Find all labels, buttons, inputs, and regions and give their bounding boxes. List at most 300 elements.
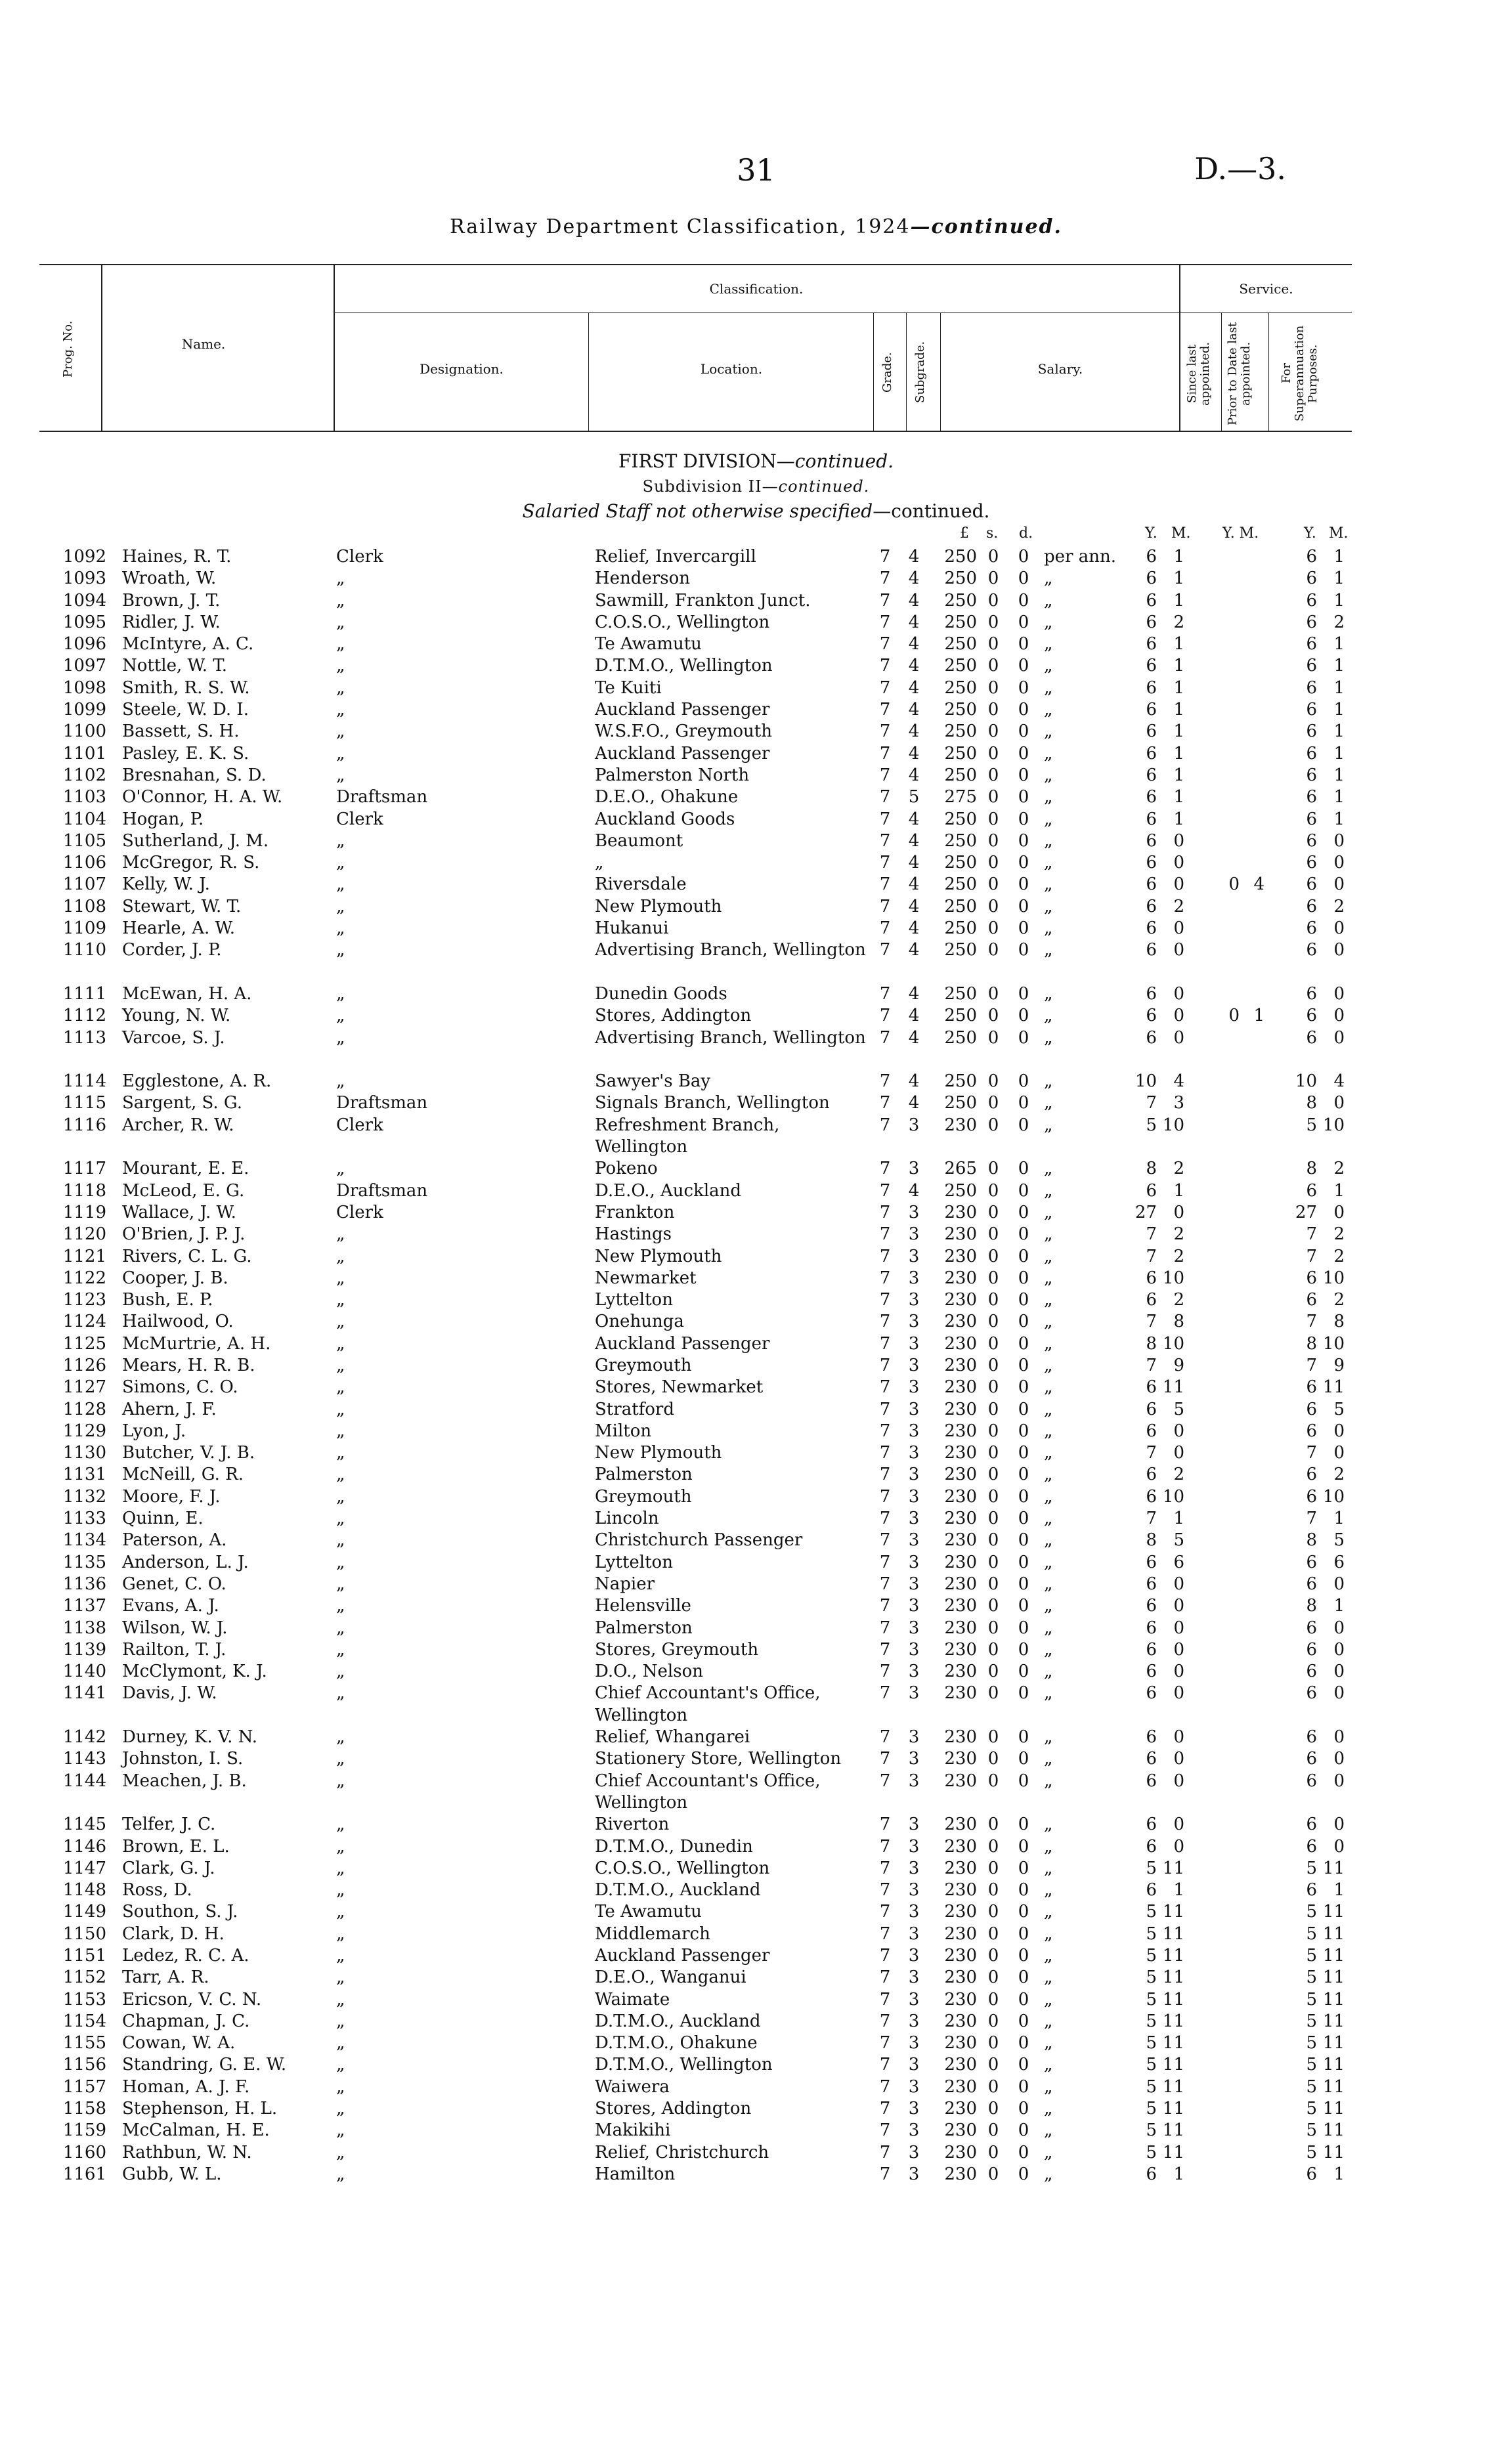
header-subgrade: Subgrade. (913, 341, 927, 404)
since-months: 0 (1173, 1749, 1184, 1769)
designation: „ (336, 1530, 345, 1551)
since-months: 0 (1173, 918, 1184, 939)
subgrade: 3 (908, 1618, 920, 1638)
since-years: 10 (1134, 1071, 1157, 1092)
salary-period: „ (1044, 918, 1053, 939)
grade: 7 (879, 2164, 891, 2184)
salary-pence: 0 (1018, 1946, 1029, 1966)
subgrade: 3 (908, 1530, 920, 1551)
since-months: 1 (1173, 569, 1184, 589)
salary-shillings: 0 (987, 1836, 999, 1857)
grade: 7 (879, 721, 891, 742)
grade: 7 (879, 2099, 891, 2119)
super-years: 6 (1306, 721, 1317, 742)
table-row (0, 612, 1512, 634)
subgrade: 4 (908, 765, 920, 785)
prog-number: 1103 (62, 787, 106, 807)
designation: „ (336, 2055, 345, 2075)
table-row (0, 1399, 1512, 1421)
designation: Draftsman (336, 787, 428, 807)
prior-months: 4 (1253, 874, 1264, 895)
salary-period: „ (1044, 1333, 1053, 1354)
unit-prior-ym: Y. M. (1222, 525, 1259, 542)
prog-number: 1148 (62, 1880, 106, 1901)
staff-name: Sutherland, J. M. (122, 830, 269, 851)
designation: „ (336, 569, 345, 589)
prog-number: 1139 (62, 1639, 106, 1660)
subgrade: 3 (908, 1836, 920, 1857)
salary-pounds: 250 (944, 700, 977, 720)
super-years: 6 (1306, 1836, 1317, 1857)
table-row (0, 1508, 1512, 1530)
since-years: 7 (1146, 1246, 1157, 1266)
staff-name: Smith, R. S. W. (122, 677, 250, 698)
salary-period: „ (1044, 809, 1053, 829)
salary-period: „ (1044, 983, 1053, 1004)
since-years: 5 (1146, 2011, 1157, 2031)
location: Newmarket (595, 1268, 697, 1288)
super-years: 6 (1306, 547, 1317, 567)
designation: „ (336, 765, 345, 785)
grade: 7 (879, 1836, 891, 1857)
unit-super-m: M. (1329, 525, 1349, 542)
super-months: 2 (1333, 612, 1345, 632)
salary-pence: 0 (1018, 1530, 1029, 1551)
prog-number: 1154 (62, 2011, 106, 2031)
super-months: 0 (1333, 1421, 1345, 1441)
subgrade: 4 (908, 590, 920, 611)
prog-number: 1138 (62, 1618, 106, 1638)
salary-shillings: 0 (987, 1027, 999, 1048)
salary-pounds: 230 (944, 1443, 977, 1463)
location: Stores, Newmarket (595, 1377, 764, 1398)
super-years: 8 (1306, 1596, 1317, 1616)
location: Riverton (595, 1815, 670, 1835)
salary-shillings: 0 (987, 1224, 999, 1245)
designation: „ (336, 1923, 345, 1944)
super-years: 6 (1306, 656, 1317, 676)
super-months: 11 (1322, 2055, 1345, 2075)
salary-shillings: 0 (987, 2076, 999, 2097)
super-months: 1 (1333, 1596, 1345, 1616)
super-years: 6 (1306, 1006, 1317, 1026)
designation: „ (336, 1771, 345, 1791)
salary-period: „ (1044, 2055, 1053, 2075)
salary-pounds: 250 (944, 853, 977, 873)
table-row (0, 1333, 1512, 1355)
salary-shillings: 0 (987, 2055, 999, 2075)
designation: Clerk (336, 1202, 383, 1222)
salary-pence: 0 (1018, 1749, 1029, 1769)
page-title (0, 215, 1512, 238)
grade: 7 (879, 2142, 891, 2162)
salary-pence: 0 (1018, 656, 1029, 676)
grade: 7 (879, 1399, 891, 1419)
since-years: 5 (1146, 2142, 1157, 2162)
subdivision-suffix: —continued. (762, 477, 870, 496)
since-years: 5 (1146, 1115, 1157, 1135)
location: Auckland Passenger (595, 700, 770, 720)
salary-pounds: 230 (944, 2011, 977, 2031)
super-months: 1 (1333, 569, 1345, 589)
salary-shillings: 0 (987, 1486, 999, 1507)
salary-pence: 0 (1018, 1465, 1029, 1485)
staff-name: Mears, H. R. B. (122, 1355, 255, 1375)
units-row (0, 525, 1512, 545)
designation: „ (336, 1224, 345, 1245)
staff-name: Hearle, A. W. (122, 918, 235, 939)
salary-shillings: 0 (987, 765, 999, 785)
super-months: 4 (1333, 1071, 1345, 1092)
staff-name: Hailwood, O. (122, 1312, 234, 1332)
salary-shillings: 0 (987, 2120, 999, 2141)
super-years: 6 (1306, 700, 1317, 720)
grade: 7 (879, 1923, 891, 1944)
location: Signals Branch, Wellington (595, 1093, 830, 1113)
salary-shillings: 0 (987, 787, 999, 807)
designation: „ (336, 1377, 345, 1398)
location: Milton (595, 1421, 652, 1441)
super-months: 11 (1322, 1902, 1345, 1922)
table-row (0, 1442, 1512, 1464)
subgrade: 3 (908, 1465, 920, 1485)
salary-pence: 0 (1018, 1180, 1029, 1201)
subgrade: 4 (908, 983, 920, 1004)
super-years: 6 (1306, 896, 1317, 916)
salary-period: „ (1044, 1312, 1053, 1332)
subgrade: 3 (908, 1333, 920, 1354)
since-months: 9 (1173, 1355, 1184, 1375)
salary-period: „ (1044, 1727, 1053, 1748)
salary-shillings: 0 (987, 1530, 999, 1551)
location: Advertising Branch, Wellington (595, 940, 866, 960)
staff-name: Wilson, W. J. (122, 1618, 228, 1638)
since-months: 1 (1173, 677, 1184, 698)
designation: „ (336, 2120, 345, 2141)
salary-pounds: 230 (944, 1465, 977, 1485)
grade: 7 (879, 1946, 891, 1966)
super-years: 6 (1306, 1618, 1317, 1638)
since-years: 6 (1146, 1727, 1157, 1748)
prog-number: 1133 (62, 1509, 106, 1529)
prog-number: 1113 (62, 1027, 106, 1048)
since-years: 8 (1146, 1159, 1157, 1179)
table-header (39, 264, 1352, 433)
location: Greymouth (595, 1486, 692, 1507)
staff-name: O'Brien, J. P. J. (122, 1224, 246, 1245)
table-row (0, 1639, 1512, 1661)
since-months: 0 (1173, 1771, 1184, 1791)
salary-pence: 0 (1018, 896, 1029, 916)
grade: 7 (879, 1596, 891, 1616)
super-months: 1 (1333, 2164, 1345, 2184)
super-years: 5 (1306, 2055, 1317, 2075)
prog-number: 1136 (62, 1574, 106, 1594)
table-row (0, 721, 1512, 742)
since-years: 6 (1146, 1377, 1157, 1398)
grade: 7 (879, 787, 891, 807)
super-months: 2 (1333, 1159, 1345, 1179)
designation: „ (336, 1071, 345, 1092)
subgrade: 4 (908, 853, 920, 873)
since-months: 11 (1162, 1902, 1184, 1922)
table-row (0, 1377, 1512, 1398)
since-years: 5 (1146, 2120, 1157, 2141)
staff-name: McNeill, G. R. (122, 1465, 244, 1485)
designation: „ (336, 590, 345, 611)
prog-number: 1110 (62, 940, 106, 960)
staff-name: Lyon, J. (122, 1421, 186, 1441)
table-row (0, 1989, 1512, 2011)
location: Relief, Christchurch (595, 2142, 769, 2162)
super-years: 8 (1306, 1093, 1317, 1113)
salary-pence: 0 (1018, 700, 1029, 720)
since-months: 0 (1173, 853, 1184, 873)
super-months: 11 (1322, 1946, 1345, 1966)
grade: 7 (879, 874, 891, 895)
salary-period: „ (1044, 656, 1053, 676)
table-row (0, 1115, 1512, 1159)
salary-period: „ (1044, 1946, 1053, 1966)
salary-shillings: 0 (987, 2164, 999, 2184)
super-months: 2 (1333, 1465, 1345, 1485)
prog-number: 1144 (62, 1771, 106, 1791)
title-main: Railway Department Classification, 1924 (450, 215, 911, 238)
super-months: 0 (1333, 1006, 1345, 1026)
subgrade: 5 (908, 787, 920, 807)
grade: 7 (879, 983, 891, 1004)
salary-shillings: 0 (987, 1421, 999, 1441)
grade: 7 (879, 743, 891, 763)
salary-pounds: 250 (944, 677, 977, 698)
subgrade: 4 (908, 677, 920, 698)
prog-number: 1094 (62, 590, 106, 611)
salary-pence: 0 (1018, 1377, 1029, 1398)
salary-shillings: 0 (987, 918, 999, 939)
prog-number: 1101 (62, 743, 106, 763)
super-years: 6 (1306, 1639, 1317, 1660)
prog-number: 1122 (62, 1268, 106, 1288)
location: Christchurch Passenger (595, 1530, 803, 1551)
table-row (0, 1246, 1512, 1268)
table-row (0, 699, 1512, 721)
salary-shillings: 0 (987, 1399, 999, 1419)
staff-name: Sargent, S. G. (122, 1093, 243, 1113)
prog-number: 1107 (62, 874, 106, 895)
since-years: 6 (1146, 1880, 1157, 1901)
prog-number: 1123 (62, 1290, 106, 1310)
grade: 7 (879, 1530, 891, 1551)
salary-shillings: 0 (987, 1377, 999, 1398)
since-years: 5 (1146, 2099, 1157, 2119)
salary-period: „ (1044, 1202, 1053, 1222)
document-reference: D.—3. (1194, 151, 1286, 186)
salary-pounds: 230 (944, 2142, 977, 2162)
super-months: 11 (1322, 1989, 1345, 2009)
salary-shillings: 0 (987, 1465, 999, 1485)
salary-pounds: 230 (944, 1771, 977, 1791)
table-row (0, 1923, 1512, 1945)
super-months: 11 (1322, 2142, 1345, 2162)
designation: „ (336, 656, 345, 676)
super-years: 5 (1306, 2033, 1317, 2053)
super-months: 0 (1333, 1771, 1345, 1791)
salary-period: „ (1044, 1509, 1053, 1529)
since-years: 5 (1146, 2076, 1157, 2097)
since-years: 5 (1146, 2033, 1157, 2053)
table-row (0, 1836, 1512, 1858)
salary-shillings: 0 (987, 569, 999, 589)
salary-shillings: 0 (987, 830, 999, 851)
super-years: 6 (1306, 677, 1317, 698)
super-months: 10 (1322, 1486, 1345, 1507)
subgrade: 4 (908, 1093, 920, 1113)
table-row (0, 1202, 1512, 1224)
staff-name: Ross, D. (122, 1880, 192, 1901)
super-years: 10 (1295, 1071, 1317, 1092)
since-years: 7 (1146, 1093, 1157, 1113)
staff-name: O'Connor, H. A. W. (122, 787, 283, 807)
salary-shillings: 0 (987, 1683, 999, 1704)
since-years: 7 (1146, 1224, 1157, 1245)
salary-pounds: 230 (944, 1552, 977, 1572)
salary-period: „ (1044, 677, 1053, 698)
staff-name: Homan, A. J. F. (122, 2076, 250, 2097)
prog-number: 1125 (62, 1333, 106, 1354)
subgrade: 3 (908, 2120, 920, 2141)
prog-number: 1117 (62, 1159, 106, 1179)
staff-name: Kelly, W. J. (122, 874, 210, 895)
unit-since-y: Y. (1145, 525, 1157, 542)
salary-shillings: 0 (987, 1639, 999, 1660)
since-months: 8 (1173, 1312, 1184, 1332)
salary-pence: 0 (1018, 2033, 1029, 2053)
subgrade: 4 (908, 896, 920, 916)
salary-period: „ (1044, 1574, 1053, 1594)
location: D.E.O., Auckland (595, 1180, 742, 1201)
location: Greymouth (595, 1355, 692, 1375)
salary-pence: 0 (1018, 1509, 1029, 1529)
since-months: 1 (1173, 1880, 1184, 1901)
designation: „ (336, 2142, 345, 2162)
grade: 7 (879, 1509, 891, 1529)
super-months: 0 (1333, 1093, 1345, 1113)
salary-pounds: 230 (944, 1333, 977, 1354)
super-months: 0 (1333, 1727, 1345, 1748)
super-months: 0 (1333, 940, 1345, 960)
table-row (0, 1748, 1512, 1770)
designation: „ (336, 721, 345, 742)
table-row (0, 1005, 1512, 1027)
since-months: 1 (1173, 656, 1184, 676)
table-row (0, 655, 1512, 677)
table-row (0, 918, 1512, 939)
designation: „ (336, 1355, 345, 1375)
super-years: 8 (1306, 1530, 1317, 1551)
salary-pence: 0 (1018, 1683, 1029, 1704)
super-years: 5 (1306, 2011, 1317, 2031)
designation: „ (336, 1902, 345, 1922)
salary-pence: 0 (1018, 983, 1029, 1004)
super-years: 6 (1306, 918, 1317, 939)
designation: „ (336, 1662, 345, 1682)
super-years: 6 (1306, 1683, 1317, 1704)
designation: „ (336, 1465, 345, 1485)
subgrade: 3 (908, 2142, 920, 2162)
since-months: 5 (1173, 1399, 1184, 1419)
salary-pounds: 250 (944, 1027, 977, 1048)
super-months: 1 (1333, 677, 1345, 698)
salary-pence: 0 (1018, 918, 1029, 939)
grade: 7 (879, 1377, 891, 1398)
grade: 7 (879, 1771, 891, 1791)
staff-name: Evans, A. J. (122, 1596, 219, 1616)
subgrade: 3 (908, 1574, 920, 1594)
super-years: 7 (1306, 1355, 1317, 1375)
grade: 7 (879, 1662, 891, 1682)
since-months: 0 (1173, 1421, 1184, 1441)
since-months: 10 (1162, 1333, 1184, 1354)
staff-name: Egglestone, A. R. (122, 1071, 272, 1092)
subgrade: 3 (908, 1268, 920, 1288)
location: C.O.S.O., Wellington (595, 1858, 770, 1878)
staff-name: Stewart, W. T. (122, 896, 242, 916)
prog-number: 1108 (62, 896, 106, 916)
since-months: 6 (1173, 1552, 1184, 1572)
super-months: 1 (1333, 590, 1345, 611)
since-years: 6 (1146, 1486, 1157, 1507)
division-headings (0, 449, 1512, 524)
salary-pounds: 230 (944, 1596, 977, 1616)
grade: 7 (879, 809, 891, 829)
salary-shillings: 0 (987, 612, 999, 632)
table-row (0, 1421, 1512, 1442)
prog-number: 1126 (62, 1355, 106, 1375)
salary-pence: 0 (1018, 809, 1029, 829)
since-months: 0 (1173, 1443, 1184, 1463)
grade: 7 (879, 1465, 891, 1485)
since-years: 7 (1146, 1312, 1157, 1332)
super-months: 10 (1322, 1115, 1345, 1135)
super-years: 6 (1306, 983, 1317, 1004)
salary-pence: 0 (1018, 1902, 1029, 1922)
super-months: 1 (1333, 809, 1345, 829)
grade: 7 (879, 853, 891, 873)
location: Palmerston (595, 1618, 693, 1638)
designation: „ (336, 743, 345, 763)
salary-shillings: 0 (987, 1880, 999, 1901)
salary-period: „ (1044, 1027, 1053, 1048)
salary-shillings: 0 (987, 721, 999, 742)
table-row (0, 1574, 1512, 1595)
designation: „ (336, 1574, 345, 1594)
division-title (0, 449, 1512, 474)
salary-period: „ (1044, 1552, 1053, 1572)
table-row (0, 1771, 1512, 1815)
table-row (0, 1180, 1512, 1202)
prog-number: 1112 (62, 1006, 106, 1026)
staff-name: Bush, E. P. (122, 1290, 213, 1310)
subgrade: 3 (908, 1989, 920, 2009)
grade: 7 (879, 1027, 891, 1048)
since-months: 11 (1162, 2099, 1184, 2119)
designation: „ (336, 1159, 345, 1179)
header-classification: Classification. (709, 281, 804, 297)
super-years: 7 (1306, 1509, 1317, 1529)
salary-pence: 0 (1018, 830, 1029, 851)
super-years: 5 (1306, 2142, 1317, 2162)
super-years: 6 (1306, 787, 1317, 807)
